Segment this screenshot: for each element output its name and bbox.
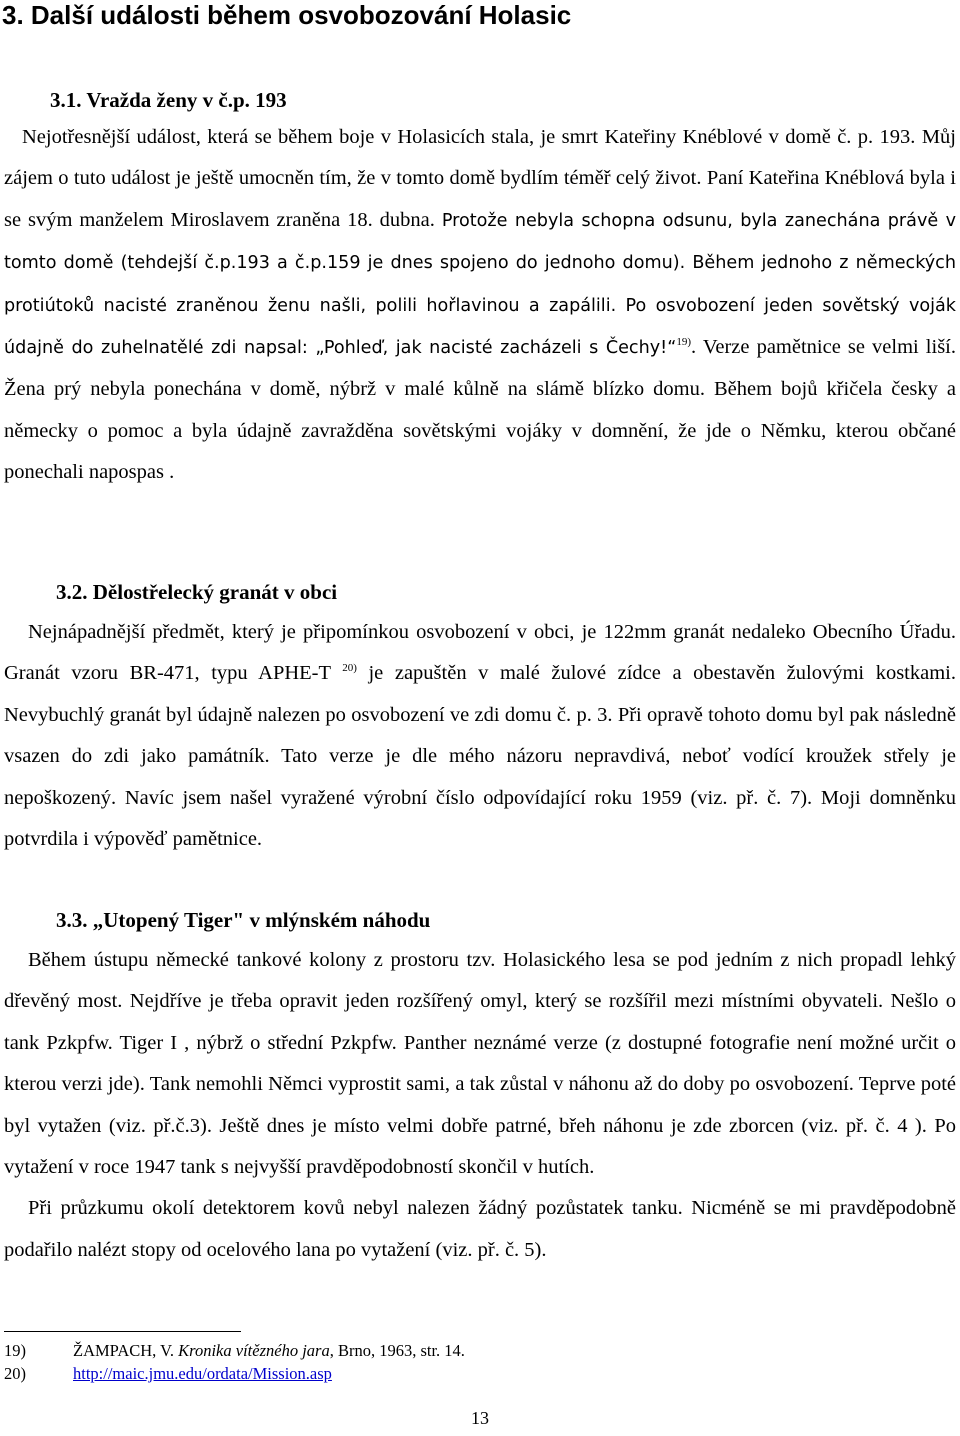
heading-text: Dělostřelecký granát v obci	[92, 580, 338, 604]
subsection-heading-3-3: 3.3. „Utopený Tiger" v mlýnském náhodu	[56, 908, 431, 932]
page-number: 13	[471, 1408, 489, 1428]
text-span: Protože nebyla schopna odsunu, byla zanechána právě v tomto domě (tehdejší č.p.193 a č.p.159 je dnes spojeno do jednoho domu). Během jednoho z německých protiútoků nacisté zraněnou ženu našli, polili hořlavinou a zapálili. Po osvobození jeden sovětský voják údajně do zuhelnatělé zdi napsal: „Pohleď, jak nacisté zacházeli s Čechy!“	[4, 210, 956, 359]
text-span: Nejnápadnější předmět, který je připomínkou osvobození v obci, je 122mm granát nedaleko Obecního Úřadu. Granát vzoru BR-471, typu APHE-T	[4, 621, 956, 685]
footnote-rest: , Brno, 1963, str. 14.	[329, 1341, 465, 1360]
footnote-20	[4, 1364, 332, 1384]
footnote-link[interactable]: http://maic.jmu.edu/ordata/Mission.asp	[73, 1364, 332, 1383]
subsection-heading-3-2	[56, 578, 337, 606]
paragraph-3-3-b: Při průzkumu okolí detektorem kovů nebyl nalezen žádný pozůstatek tanku. Nicméně se mi pravděpodobně podařilo nalézt stopy od ocelového lana po vytažení (viz. př. č. 5).	[4, 1197, 956, 1261]
footnote-19	[4, 1341, 465, 1361]
footnote-ref-20[interactable]: 20)	[342, 662, 357, 675]
footnote-number: 19)	[4, 1341, 26, 1360]
text-span: Můj zájem o tuto událost je ještě umocněn tím, že v tomto domě bydlím téměř celý život. Paní Kateřina Knéblová byla i se svým manželem Miroslavem zraněna 18. dubna.	[4, 126, 956, 231]
section-3-3-body	[4, 940, 956, 1271]
text-span: Nejotřesnější událost, která se během boje v Holasicích stala, je smrt Kateřiny Knéblové v domě č. p. 193.	[22, 126, 922, 148]
paragraph-3-1	[4, 117, 956, 494]
section-heading: 3. Další události během osvobozování Holasic	[2, 0, 572, 30]
text-span: . Verze pamětnice se velmi liší. Žena prý nebyla ponechána v domě, nýbrž v malé kůlně na slámě blízko domu. Během bojů křičela česky a německy o pomoc a byla údajně zavražděna sovětskými vojáky v domnění, že jde o Němku, kterou občané ponechali napospas .	[4, 336, 956, 484]
footnote-divider	[4, 1331, 241, 1332]
footnote-title: Kronika vítězného jara	[178, 1341, 330, 1360]
paragraph-3-2	[4, 612, 956, 860]
footnote-ref-19[interactable]: 19)	[676, 336, 692, 349]
footnote-author: ŽAMPACH, V.	[73, 1341, 179, 1360]
text-span: je zapuštěn v malé žulové zídce a obestavěn žulovými kostkami. Nevybuchlý granát byl údajně nalezen po osvobození ve zdi domu č. p. 3. Při opravě tohoto domu byl pak následně vsazen do zdi jako památník. Tato verze je dle mého názoru nepravdivá, neboť vodící kroužek střely je nepoškozený. Navíc jsem našel vyražené výrobní číslo odpovídající roku 1959 (viz. př. č. 7). Moji domněnku potvrdila i výpověď pamětnice.	[4, 662, 956, 851]
footnote-number: 20)	[4, 1364, 26, 1383]
heading-number: 3.2.	[56, 580, 93, 604]
subsection-heading-3-1: 3.1. Vražda ženy v č.p. 193	[50, 88, 287, 112]
paragraph-3-3-a: Během ústupu německé tankové kolony z prostoru tzv. Holasického lesa se pod jedním z nich propadl lehký dřevěný most. Nejdříve je třeba opravit jeden rozšířený omyl, který se rozšířil mezi místními obyvateli. Nešlo o tank Pzkpfw. Tiger I , nýbrž o střední Pzkpfw. Panther neznámé verze (z dostupné fotografie není možné určit o kterou verzi jde). Tank nemohli Němci vyprostit sami, a tak zůstal v náhonu až do doby po osvobození. Teprve poté byl vytažen (viz. př.č.3). Ještě dnes je místo velmi dobře patrné, břeh náhonu je zde zborcen (viz. př. č. 4 ). Po vytažení v roce 1947 tank s nejvyšší pravděpodobností skončil v hutích.	[4, 949, 956, 1179]
